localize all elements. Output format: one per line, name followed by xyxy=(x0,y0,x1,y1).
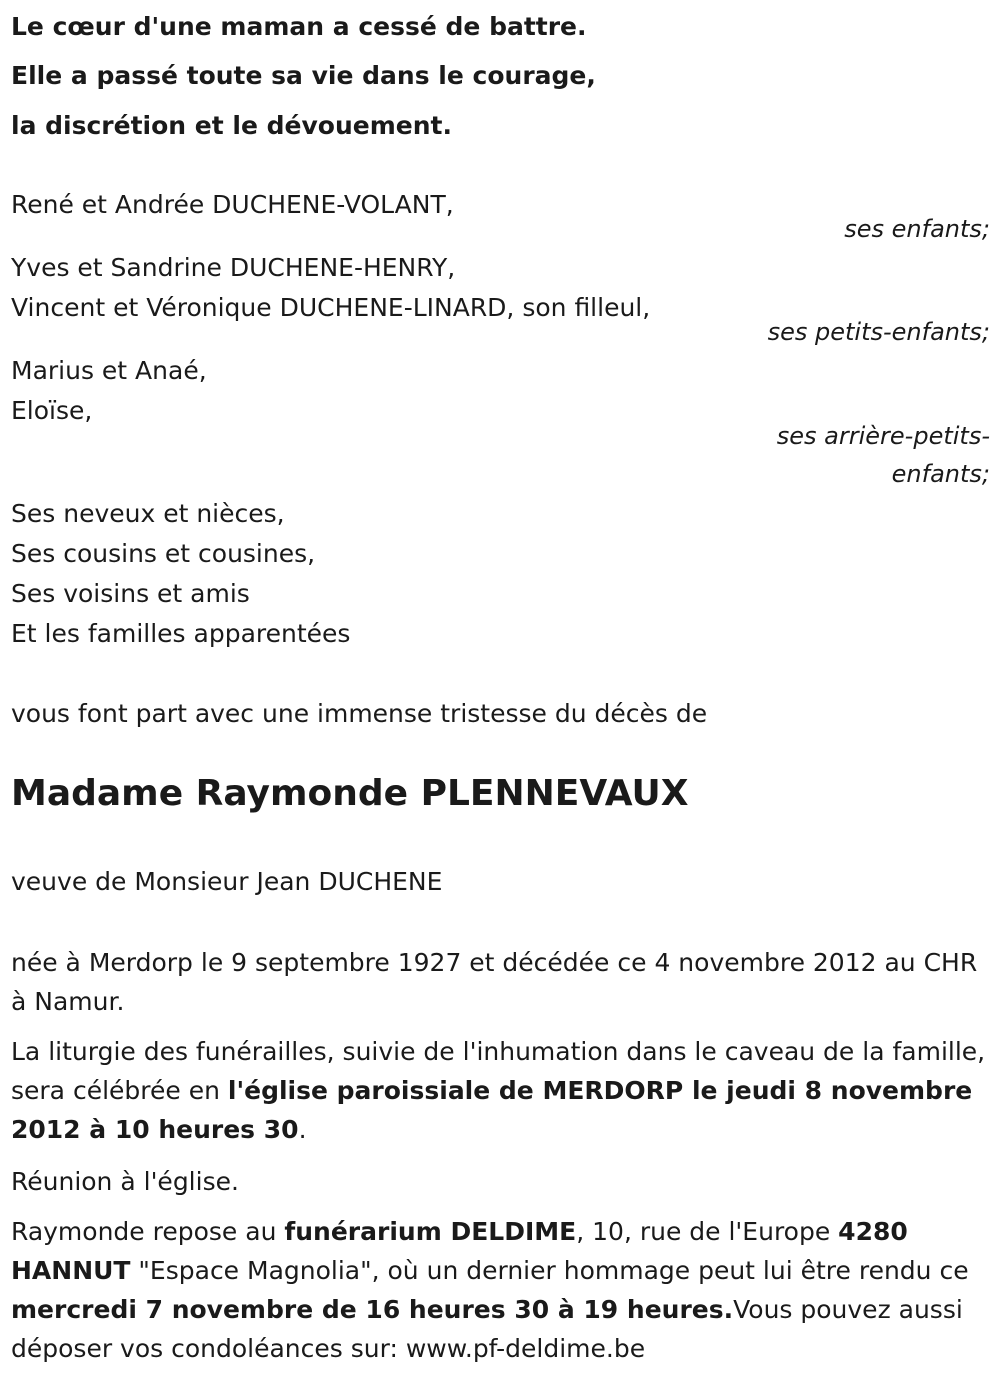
funerarium-text-1: Raymonde repose au xyxy=(11,1217,285,1246)
funerarium-text-4: Vous pouvez aussi déposer vos condoléances sur: www.pf-deldime.be xyxy=(11,1295,963,1363)
relatives-line-3: Ses voisins et amis xyxy=(11,579,250,608)
liturgy-paragraph xyxy=(11,1032,996,1149)
great-grandchild-line-1: Marius et Anaé, xyxy=(11,356,207,385)
grandchild-line-1: Yves et Sandrine DUCHENE-HENRY, xyxy=(11,253,456,282)
grandchild-line-2: Vincent et Véronique DUCHENE-LINARD, son filleul, xyxy=(11,293,651,322)
announcement: vous font part avec une immense tristesse du décès de xyxy=(11,699,708,728)
relatives-line-2: Ses cousins et cousines, xyxy=(11,539,316,568)
great-grandchildren-role-1: ses arrière-petits- xyxy=(776,422,990,450)
liturgy-church-date: l'église paroissiale de MERDORP le jeudi 8 novembre 2012 à 10 heures 30 xyxy=(11,1076,973,1144)
visitation-time: mercredi 7 novembre de 16 heures 30 à 19 heures. xyxy=(11,1295,734,1324)
birth-death-paragraph: née à Merdorp le 9 septembre 1927 et décédée ce 4 novembre 2012 au CHR à Namur. xyxy=(11,948,978,1016)
relatives-line-4: Et les familles apparentées xyxy=(11,619,351,648)
widow-of: veuve de Monsieur Jean DUCHENE xyxy=(11,867,443,896)
children-line: René et Andrée DUCHENE-VOLANT, xyxy=(11,190,454,219)
funerarium-text-3: "Espace Magnolia", où un dernier hommage peut lui être rendu ce xyxy=(130,1256,969,1285)
relatives-line-1: Ses neveux et nièces, xyxy=(11,499,285,528)
great-grandchild-line-2: Eloïse, xyxy=(11,396,93,425)
intro-line-1: Le cœur d'une maman a cessé de battre. xyxy=(11,12,587,41)
great-grandchildren-role-2: enfants; xyxy=(891,460,990,488)
funerarium-text-2: , 10, rue de l'Europe xyxy=(576,1217,839,1246)
funerarium-name: funérarium DELDIME xyxy=(284,1217,577,1246)
funerarium-city: 4280 HANNUT xyxy=(11,1217,908,1285)
intro-line-2: Elle a passé toute sa vie dans le courage, xyxy=(11,61,596,90)
liturgy-text-1: La liturgie des funérailles, suivie de l'inhumation dans le caveau de la famille, sera célébrée en xyxy=(11,1037,986,1105)
intro-line-3: la discrétion et le dévouement. xyxy=(11,111,452,140)
grandchildren-role: ses petits-enfants; xyxy=(767,318,990,346)
funerarium-paragraph xyxy=(11,1212,996,1368)
children-role: ses enfants; xyxy=(844,215,990,243)
liturgy-text-2: . xyxy=(298,1115,307,1144)
deceased-name: Madame Raymonde PLENNEVAUX xyxy=(11,773,689,814)
reunion-line: Réunion à l'église. xyxy=(11,1167,239,1196)
